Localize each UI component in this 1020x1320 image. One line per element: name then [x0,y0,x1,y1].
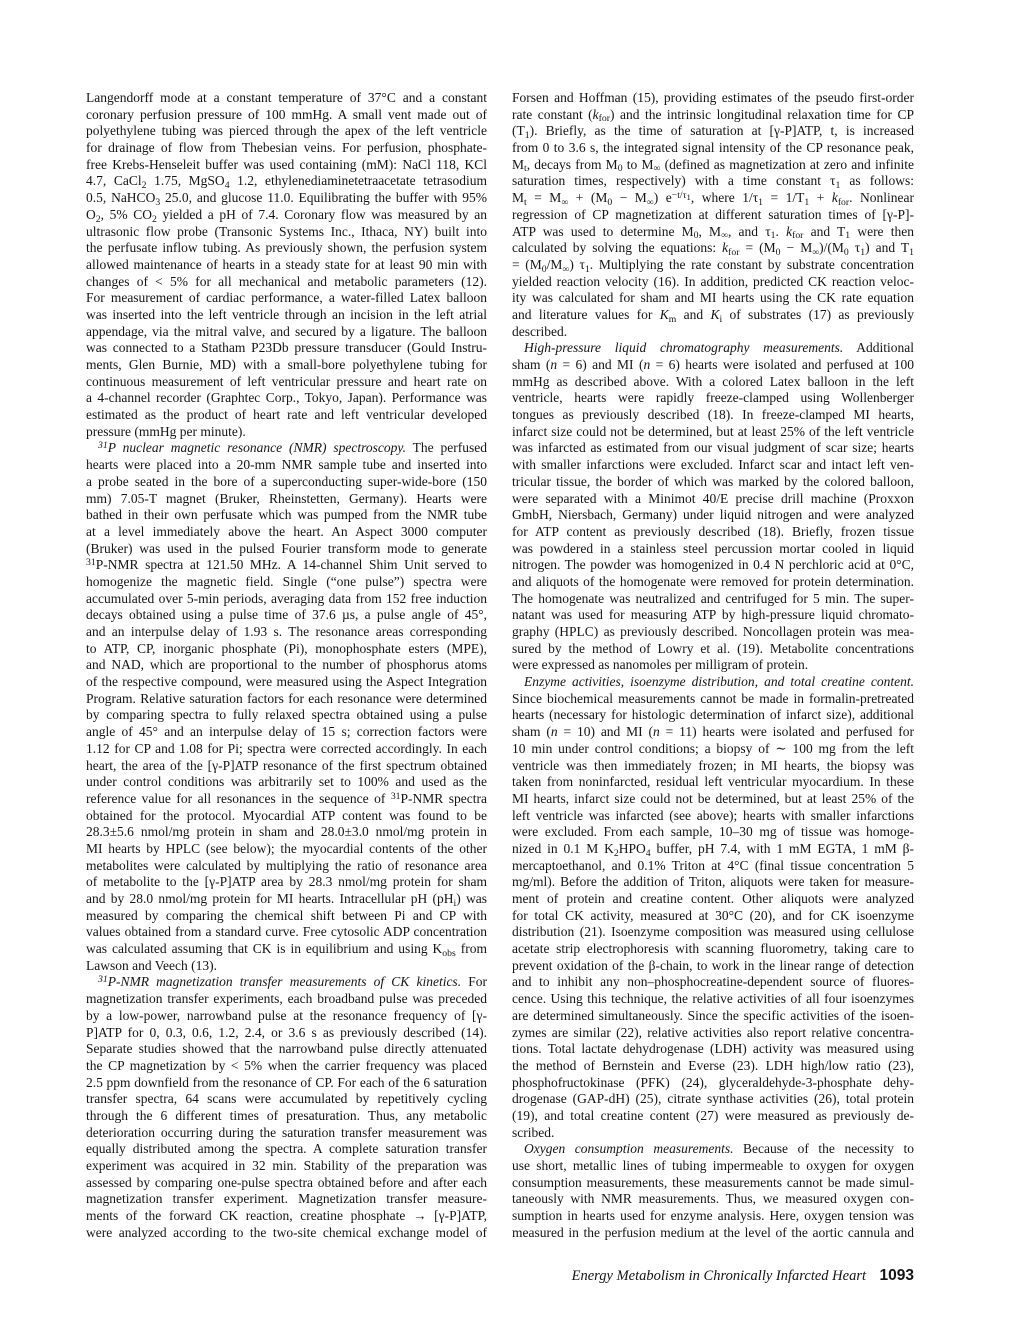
text-line: ultrasonic flow probe (Transonic Systems Inc., Ithaca, NY) built into [86,223,487,239]
italic-text: n [653,724,660,740]
subscript: i [719,313,723,325]
text-line: changes of < 5% for all mechanical and metabolic parameters (12). [86,273,487,289]
text-line: of metabolite to the [γ-P]ATP area by 28.3 nmol/mg protein for sham [86,874,487,890]
text-line: pressure (mmHg per minute). [86,423,246,439]
text-line: High-pressure liquid chromatography measurements. Additional [524,340,914,356]
text-line: zymes are similar (22), relative activities also report relative concentra- [512,1024,914,1040]
text-line: under control conditions was arbitrarily set to 100% and used as the [86,774,487,790]
text-line: estimated as the product of heart rate and left ventricular developed [86,407,487,423]
text-line: hearts (necessary for histologic determination of infarct size), additional [512,707,914,723]
right-column [512,90,914,1241]
text-line: saturation times, respectively) with a time constant $\tau_1$ as follows: [512,173,914,192]
subscript: for [728,246,740,258]
subscript: 1 [686,191,691,202]
subscript: m [668,313,677,325]
italic-text: k [722,240,729,256]
text-line: sham (n = 10) and MI (n = 11) hearts were isolated and perfused for [512,724,914,740]
subscript: 0 [541,263,547,275]
text-line: through the 6 different times of presaturation. Thus, any metabolic [86,1107,487,1123]
text-line: equally distributed among the spectra. A complete saturation transfer [86,1141,487,1157]
paragraph [86,90,487,440]
subscript: for [837,196,850,208]
subscript: for [792,230,804,242]
text-line: ment of protein and creatine content. Other aliquots were analyzed [512,891,914,906]
text-line: ments of the forward CK reaction, creatine phosphate → [γ-P]ATP, [86,1208,487,1224]
text-line: experiment was acquired in 32 min. Stability of the preparation was [86,1158,487,1173]
text-line: and NAD, which are proportional to the number of phosphorus atoms [86,657,487,673]
text-line: reference value for all resonances in the sequence of $^{31}$P-NMR spectra [86,790,487,806]
text-line: $^{31}$P-NMR magnetization transfer measurements of CK kinetics. For [98,974,487,990]
text-line: was inserted into the left ventricle through an incision in the left atrial [86,306,487,322]
text-line: prevent oxidation of the β-chain, to work in the linear range of detection [512,957,914,973]
text-line: consumption measurements, these measurements cannot be made simul- [512,1174,914,1190]
text-line: free Krebs-Henseleit buffer was used containing (mM): NaCl 118, KCl [86,156,487,172]
paragraph [86,974,487,1241]
subscript: 1 [909,246,914,258]
subscript: 2 [613,847,619,859]
text-line: and aliquots of the homogenate were removed for protein determination. [512,573,914,589]
subscript: 1 [860,246,866,258]
text-line: $^{31}$P-NMR spectra at 121.50 MHz. A 14-channel Shim Unit served to [86,556,487,573]
text-line: mm) 7.05-T magnet (Bruker, Rheinstetten, Germany). Hearts were [86,490,487,506]
text-line: were excluded. From each sample, 10–30 mg of tissue was homoge- [512,824,914,840]
text-line: 0.5, NaHCO$_3$ 25.0, and glucose 11.0. Equilibrating the buffer with 95% [86,190,487,208]
text-line: was calculated assuming that CK is in equilibrium and using $K_{obs}$ from [86,941,487,959]
text-line: were analyzed according to the two-site chemical exchange model of [86,1224,487,1240]
text-line: deterioration occurring during the saturation transfer measurement was [86,1124,487,1140]
text-line: For measurement of cardiac performance, a water-filled Latex balloon [86,290,487,306]
italic-text: n [643,357,651,372]
text-line: graphy (HPLC) as previously described. Noncollagen protein was mea- [512,624,914,639]
text-line: tongues as previously described (18). In freeze-clamped MI hearts, [512,407,914,423]
text-line: metabolites were calculated by multiplying the ratio of resonance area [86,857,487,873]
subscript: t [524,196,527,208]
subscript: 4 [645,847,651,859]
text-line: calculated by solving the equations: $k_{for} = (M_0 - M_\infty)/(M_0$ $\tau_1$) and $T_1$ [512,240,914,258]
text-line: for total CK activity, measured at 30°C (20), and for CK isoenzyme [512,907,914,923]
section-heading: Enzyme activities, isoenzyme distribution, and total creatine content. [524,674,914,690]
paragraph [512,90,914,340]
text-line: hearts were placed into a 20-mm NMR sample tube and inserted into [86,457,487,473]
subscript: 3 [155,196,161,208]
running-title: Energy Metabolism in Chronically Infarcted Heart [571,1268,866,1284]
text-line: 1.12 for CP and 1.08 for Pi; spectra were corrected accordingly. In each [86,740,487,756]
text-line: Lawson and Veech (13). [86,957,217,973]
subscript: t [524,163,527,175]
text-line: heart, the area of the [γ-P]ATP resonance of the first spectrum obtained [86,757,487,773]
text-line: homogenize the magnetic field. Single (“one pulse”) spectra were [86,573,487,589]
text-line: at a level immediately above the heart. An Aspect 3000 computer [86,523,487,539]
section-heading: Oxygen consumption measurements. [524,1141,734,1157]
text-line: nized in 0.1 M $K_2HPO_4$ buffer, pH 7.4, with 1 mM EGTA, 1 mM β- [512,840,914,859]
subscript: i [453,897,457,909]
text-line: 28.3±5.6 nmol/mg protein in sham and 28.0±3.0 nmol/mg protein in [86,824,487,840]
italic-text: k [592,106,599,122]
text-line: The homogenate was neutralized and centrifuged for 5 min. The super- [512,590,914,606]
text-line: measured by comparing the chemical shift between Pi and CP with [86,907,487,923]
text-line: allowed maintenance of hearts in a steady state for at least 90 min with [86,256,487,272]
text-line: left ventricle was infarcted (see above); hearts with smaller infarctions [512,807,914,823]
text-line: a probe seated in the bore of a superconducting super-wide-bore (150 [86,473,487,489]
text-line: (19), and total creatine content (27) were measured as previously de- [512,1107,914,1123]
text-line: Separate studies showed that the narrowband pulse directly attenuated [86,1041,487,1057]
subscript: 1 [804,196,810,208]
text-line: and by 28.0 nmol/mg protein for MI hearts. Intracellular pH $(pH_i)$ was [86,891,487,909]
text-line: infarct size could not be determined, but at least 25% of the left ventricle [512,423,914,439]
subscript: obs [442,947,456,959]
text-line: obtained for the protocol. Myocardial ATP content was found to be [86,807,487,823]
subscript: ∞ [721,230,728,242]
text-line: and to inhibit any non–phosphocreatine-dependent source of fluores- [512,974,914,990]
italic-text: n [550,724,558,740]
paragraph [86,440,487,974]
subscript: ∞ [812,246,820,258]
text-line: transfer spectra, 64 scans were accumulated by repetitively cycling [86,1091,487,1107]
text-line: $(T_1)$. Briefly, as the time of saturation at [γ-P]ATP, t, is increased [512,123,914,142]
text-line [512,674,914,691]
subscript: 2 [151,213,157,225]
text-line: taneously with NMR measurements. Thus, we measured oxygen con- [512,1191,914,1207]
text-line: $M_t$, decays from $M_0$ to $M_\infty$ (defined as magnetization at zero and infinite [512,156,914,175]
text-line: P]ATP for 0, 0.3, 0.6, 1.2, 2.4, or 3.6 s as previously described (14). [86,1024,487,1040]
text-line: the method of Bernstein and Everse (23). LDH high/low ratio (23), [512,1057,914,1073]
subscript: 1 [835,180,841,192]
text-line: acetate strip electrophoresis with scanning fluorometry, taking care to [512,941,914,957]
text-line: Langendorff mode at a constant temperature of 37°C and a constant [86,90,487,105]
text-line: MI hearts, infarct size could not be determined, but at least 25% of the [512,790,914,806]
text-line: by comparing spectra to fully relaxed spectra obtained using a pulse [86,707,487,723]
text-line: mercaptoethanol, and 0.1% Triton at 4°C (final tissue concentration 5 [512,857,914,873]
italic-text: n [550,357,558,372]
subscript: 0 [617,163,623,175]
subscript: 1 [584,263,590,275]
text-line: cence. Using this technique, the relative activities of all four isoenzymes [512,991,914,1007]
subscript: 0 [607,196,613,208]
text-line: drogenase (GAP-dH) (25), citrate synthase activities (26), total protein [512,1091,914,1107]
text-line: for ATP content as previously described (18). Briefly, frozen tissue [512,523,914,539]
text-line: magnetization transfer experiments, each broadband pulse was preceded [86,991,487,1007]
text-line: 4.7, CaCl$_2$ 1.75, MgSO$_4$ 1.2, ethylenediaminetetraacetate tetrasodium [86,173,487,192]
text-line: by a low-power, narrowband pulse at the resonance frequency of [γ- [86,1007,487,1023]
text-line: = $(M_0/M_\infty)$ $\tau_1$. Multiplying the rate constant by substrate concentration [512,256,914,275]
paragraph [512,340,914,674]
subscript: 2 [141,180,147,192]
text-line: from 0 to 3.6 s, the integrated signal intensity of the CP resonance peak, [512,140,914,156]
text-line: appendage, via the mitral valve, and secured by a ligature. The balloon [86,323,487,339]
italic-text: K [710,306,720,322]
text-line: described. [512,323,568,339]
text-line: Oxygen consumption measurements. Because of the necessity to [524,1141,914,1157]
subscript: 0 [843,246,849,258]
subscript: 1 [770,230,776,242]
superscript: 31 [390,790,401,802]
text-line: distribution (21). Isoenzyme composition was measured using cellulose [512,924,914,940]
text-line: scribed. [512,1124,555,1140]
italic-text: k [786,223,793,239]
text-line: was powdered in a stainless steel percussion mortar cooled in liquid [512,540,914,556]
text-line: measured in the perfusion medium at the level of the aortic cannula and [512,1224,914,1240]
text-line: the CP magnetization by < 5% when the carrier frequency was placed [86,1057,487,1073]
text-line: accumulated over 5-min periods, averaging data from 152 free induction [86,590,487,606]
text-line: Since biochemical measurements cannot be made in formalin-pretreated [512,690,914,706]
text-line: natant was used for measuring ATP by high-pressure liquid chromato- [512,607,914,623]
text-line: with smaller infarctions were excluded. Infarct scar and intact left ven- [512,457,914,473]
subscript: 1 [758,196,764,208]
superscript: 31 [98,440,108,452]
superscript: 31 [98,974,108,986]
text-line: polyethylene tubing was pierced through the apex of the left ventricle [86,123,487,139]
text-line: sham (n = 6) and MI (n = 6) hearts were isolated and perfused at 100 [512,357,914,372]
text-line: and an interpulse delay of 1.93 s. The resonance areas corresponding [86,624,487,639]
text-line: were expressed as nanomoles per milligram of protein. [512,657,809,673]
italic-text: k [831,190,838,206]
paragraph [512,1141,914,1241]
text-line: are determined simultaneously. Since the specific activities of the isoen- [512,1007,914,1023]
text-line: values obtained from a standard curve. Free cytosolic ADP concentration [86,924,487,940]
text-line: $O_2$, 5% $CO_2$ yielded a pH of 7.4. Coronary flow was measured by an [86,206,488,225]
text-line: sumption in hearts used for enzyme analysis. Here, oxygen tension was [512,1208,914,1224]
text-line: and literature values for $K_m$ and $K_i$ of substrates (17) as previously [512,306,914,325]
text-line: MI hearts by HPLC (see below); the myocardial contents of the other [86,840,487,856]
superscript: 31 [86,556,96,568]
text-line: Program. Relative saturation factors for each resonance were determined [86,690,487,706]
text-line: decays obtained using a pulse time of 37.6 µs, a pulse angle of 45°, [86,607,487,623]
section-heading: $^{31}$P-NMR magnetization transfer measurements of CK kinetics. [98,974,462,990]
text-line: the perfusate inflow tubing. As previously shown, the perfusion system [86,240,487,256]
text-line: was infarcted as estimated from our visual judgment of scar size; hearts [512,440,914,456]
subscript: ∞ [562,263,570,275]
text-line: were separated with a Minimot 40/E precise drill machine (Proxxon [512,490,914,506]
text-line: to ATP, CP, inorganic phosphate (Pi), monophosphate esters (MPE), [86,640,487,656]
text-line: for drainage of flow from Thebesian veins. For perfusion, phosphate- [86,140,487,156]
text-line: Forsen and Hoffman (15), providing estimates of the pseudo first-order [512,90,914,105]
text-line: mmHg as described above. With a colored Latex balloon in the left [512,373,914,389]
section-heading: High-pressure liquid chromatography measurements. [524,340,844,356]
paragraph [512,674,914,1141]
subscript: 2 [95,213,101,225]
text-line: coronary perfusion pressure of 100 mmHg. A small vent made out of [86,106,487,122]
text-line: angle of 45° and an interpulse delay of 15 s; correction factors were [86,724,487,740]
text-line: mg/ml). Before the addition of Triton, aliquots were taken for measure- [512,874,914,890]
text-line: regression of CP magnetization at different saturation times of [γ-P]- [512,206,914,222]
text-line: tricular tissue, the border of which was marked by the colored balloon, [512,473,914,489]
subscript: for [598,113,611,125]
text-line: 10 min under control conditions; a biopsy of ∼ 100 mg from the left [512,740,914,756]
text-line: $^{31}$P nuclear magnetic resonance (NMR) spectroscopy. The perfused [98,440,487,456]
subscript: ∞ [646,196,654,208]
text-line: of the respective compound, were measured using the Aspect Integration [86,674,487,690]
subscript: ∞ [561,196,569,208]
text-line: GmbH, Niersbach, Germany) under liquid nitrogen and were analyzed [512,507,914,523]
text-line: $M_t = M_\infty + (M_0 - M_\infty)$ $e^{-t/\tau_1}$, where $1/\tau_1 = 1/T_1 + k_{for}$. Nonlinear [512,189,914,208]
text-line: (Bruker) was used in the pulsed Fourier transform mode to generate [86,540,487,556]
text-line: tions. Total lactate dehydrogenase (LDH) activity was measured using [512,1041,914,1057]
text-line: 2.5 ppm downfield from the resonance of CP. For each of the 6 saturation [86,1074,487,1090]
text-line: ventricle was then immediately frozen; in MI hearts, the biopsy was [512,757,914,773]
text-line: ventricle, hearts were rapidly freeze-clamped using Wollenberger [512,390,914,406]
text-line: nitrogen. The powder was homogenized in 0.4 N perchloric acid at 0°C, [512,557,914,573]
text-line: continuous measurement of left ventricular pressure and heart rate on [86,373,487,389]
subscript: 0 [693,230,699,242]
subscript: ∞ [653,163,661,175]
left-column [86,90,487,1241]
text-line: yielded reaction velocity (16). In addition, predicted CK reaction veloc- [512,273,914,289]
text-line: sured by the method of Lowry et al. (19). Metabolite concentrations [512,640,914,656]
subscript: 0 [775,246,781,258]
text-line: ATP was used to determine $M_0$, $M_\infty$, and $\tau_1$. $k_{for}$ and $T_1$ were then [512,223,914,242]
subscript: 1 [845,230,851,242]
text-line: was connected to a Statham P23Db pressure transducer (Gould Instru- [86,340,487,356]
text-line: a 4-channel recorder (Graphtec Corp., Tokyo, Japan). Performance was [86,390,487,406]
text-line: phosphofructokinase (PFK) (24), glyceraldehyde-3-phosphate dehy- [512,1074,914,1090]
text-line: ments, Glen Burnie, MD) with a small-bore polyethylene tubing for [86,357,487,372]
text-line: magnetization transfer experiment. Magnetization transfer measure- [86,1191,487,1207]
text-line: rate constant $(k_{for})$ and the intrinsic longitudinal relaxation time for CP [512,106,914,125]
text-line: ity was calculated for sham and MI hearts using the CK rate equation [512,290,914,306]
section-heading: $^{31}$P nuclear magnetic resonance (NMR) spectroscopy. [98,440,406,456]
text-line: taken from noninfarcted, residual left ventricular myocardium. In these [512,774,914,790]
text-line: assessed by comparing one-pulse spectra obtained before and after each [86,1174,487,1190]
text-line: bathed in their own perfusate which was pumped from the NMR tube [86,507,487,523]
subscript: 4 [224,180,230,192]
italic-text: K [659,306,669,322]
subscript: 1 [524,130,530,142]
text-line: use short, metallic lines of tubing impermeable to oxygen for oxygen [512,1158,914,1173]
page-number: 1093 [879,1267,914,1284]
superscript: −t/τ1 [671,189,691,202]
